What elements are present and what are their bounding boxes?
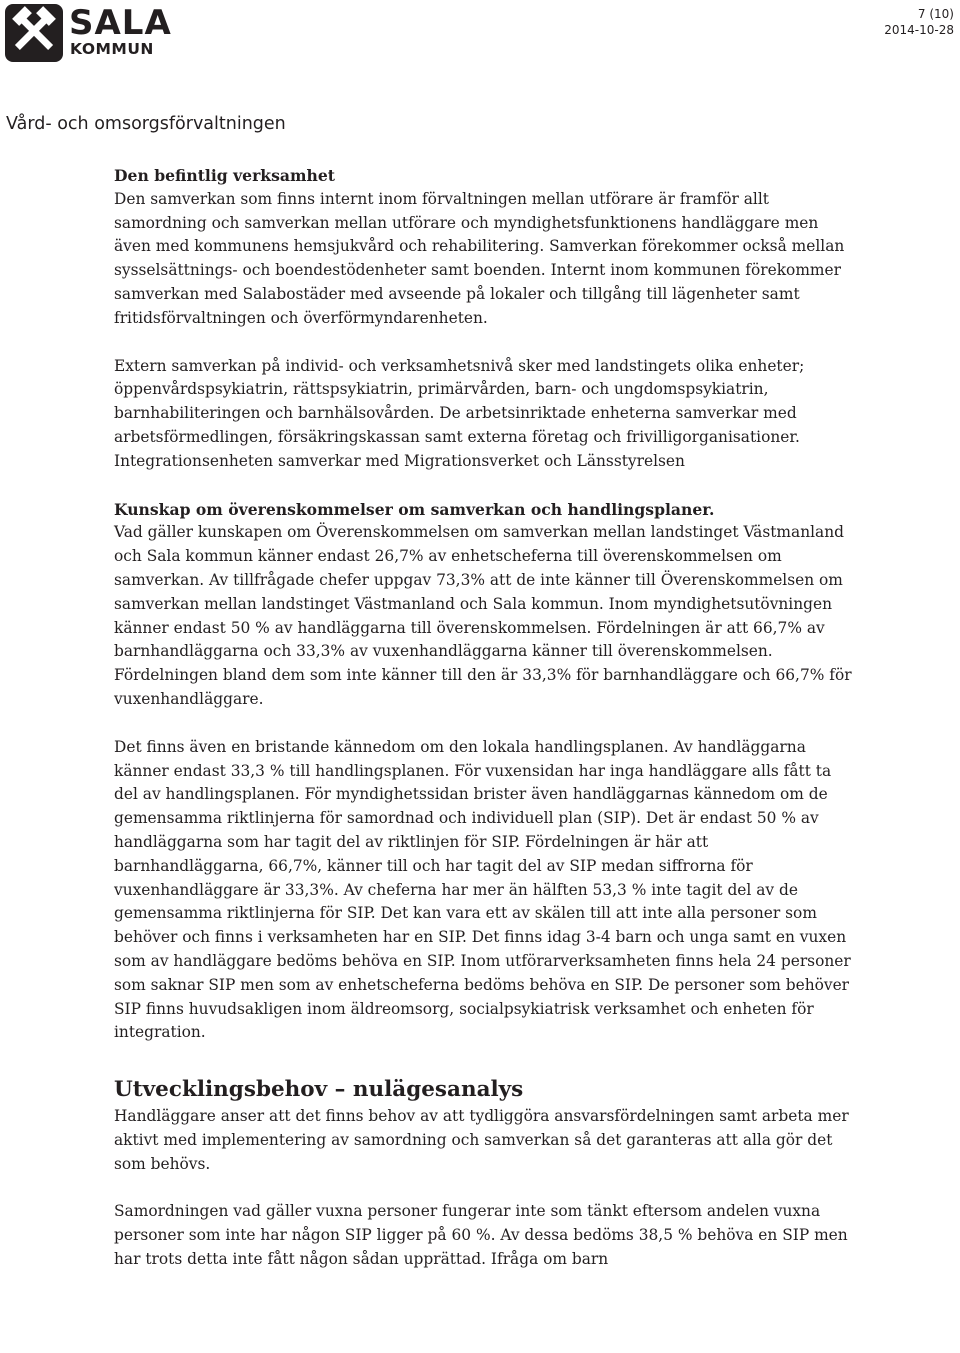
paragraph-kunskap-1: Vad gäller kunskapen om Överenskommelsen om samverkan mellan landstinget Västmanland och Sala kommun känner endast 26,7% av enhetscheferna till överenskommelsen om samverkan. Av tillfrågade chefer uppgav 73,3% att de inte känner till Överenskommelsen om samverkan mellan landstinget Västmanland och Sala kommun. Inom myndighetsutövningen känner endast 50 % av handläggarna till överenskommelsen. Fördelningen är att 66,7% av barnhandläggarna och 33,3% av vuxenhandläggarna känner till överenskommelsen. Fördelningen bland dem som inte känner till den är 33,3% för barnhandläggare och 66,7% för vuxenhandläggare. [114, 523, 852, 708]
logo-subtitle: KOMMUN [70, 40, 154, 58]
paragraph-kunskap-2: Det finns även en bristande kännedom om den lokala handlingsplanen. Av handläggarna känner endast 33,3 % till handlingsplanen. För vuxensidan har inga handläggare alls fått ta del av handlingsplanen. För myndighetssidan brister även handläggarnas kännedom om de gemensamma riktlinjerna för samordnad och individuell plan (SIP). Det är endast 50 % av handläggarna som har tagit del av riktlinjen för SIP. Fördelningen är här att barnhandläggarna, 66,7%, känner till och har tagit del av SIP medan siffrorna för vuxenhandläggare är 33,3%. Av cheferna har mer än hälften 53,3 % inte tagit del av de gemensamma riktlinjerna för SIP. Det kan vara ett av skälen till att inte alla personer som behöver och finns i verksamheten har en SIP. Det finns idag 3-4 barn och unga samt en vuxen som av handläggare bedöms behöva en SIP. Inom utförarverksamheten finns hela 24 personer som saknar SIP men som av enhetscheferna bedöms behöva en SIP. De personer som behöver SIP finns huvudsakligen inom äldreomsorg, socialpsykiatrisk verksamhet och enheten för integration. [114, 737, 851, 1042]
page-number: 7 (10) [917, 7, 954, 21]
sala-kommun-logo [5, 3, 172, 60]
section-heading-kunskap: Kunskap om överenskommelser om samverkan och handlingsplaner. [114, 499, 715, 519]
paragraph-befintlig-1: Den samverkan som finns internt inom förvaltningen mellan utförare är framför allt samordning och samverkan mellan utförare och myndighetsfunktionens handläggare men även med kommunens hemsjukvård och rehabilitering. Samverkan förekommer också mellan sysselsättnings- och boendestödenheter samt boenden. Internt inom kommunen förekommer samverkan med Salabostäder med avseende på lokaler och tillgång till lägenheter samt fritidsförvaltningen och överförmyndarenheten. [114, 189, 845, 327]
document-body [114, 164, 858, 1272]
section-heading-utveckling: Utvecklingsbehov – nulägesanalys [114, 1077, 524, 1103]
department-name: Vård- och omsorgsförvaltningen [6, 114, 286, 134]
paragraph-befintlig-2: Extern samverkan på individ- och verksamhetsnivå sker med landstingets olika enheter; öppenvårdspsykiatrin, rättspsykiatrin, primärvården, barn- och ungdomspsykiatrin, barnhabiliteringen och barnhälsovården. De arbetsinriktade enheterna samverkar med arbetsförmedlingen, försäkringskassan samt externa företag och frivilligorganisationer. Integrationsenheten samverkar med Migrationsverket och Länsstyrelsen [114, 356, 805, 470]
logo-wordmark: SALA [69, 3, 172, 43]
page-meta [884, 6, 954, 38]
section-heading-befintlig: Den befintlig verksamhet [114, 166, 335, 185]
paragraph-utveckling-1: Handläggare anser att det finns behov av att tydliggöra ansvarsfördelningen samt arbeta mer aktivt med implementering av samordning och samverkan så det garanteras att alla gör det som behövs. [114, 1107, 849, 1173]
paragraph-utveckling-2: Samordningen vad gäller vuxna personer fungerar inte som tänkt eftersom andelen vuxna personer som inte har någon SIP ligger på 60 %. Av dessa bedöms 38,5 % behöva en SIP men har trots detta inte fått någon sådan upprättad. Ifråga om barn [114, 1202, 848, 1269]
document-date: 2014-10-28 [884, 23, 954, 37]
hammers-emblem-icon [5, 4, 63, 62]
